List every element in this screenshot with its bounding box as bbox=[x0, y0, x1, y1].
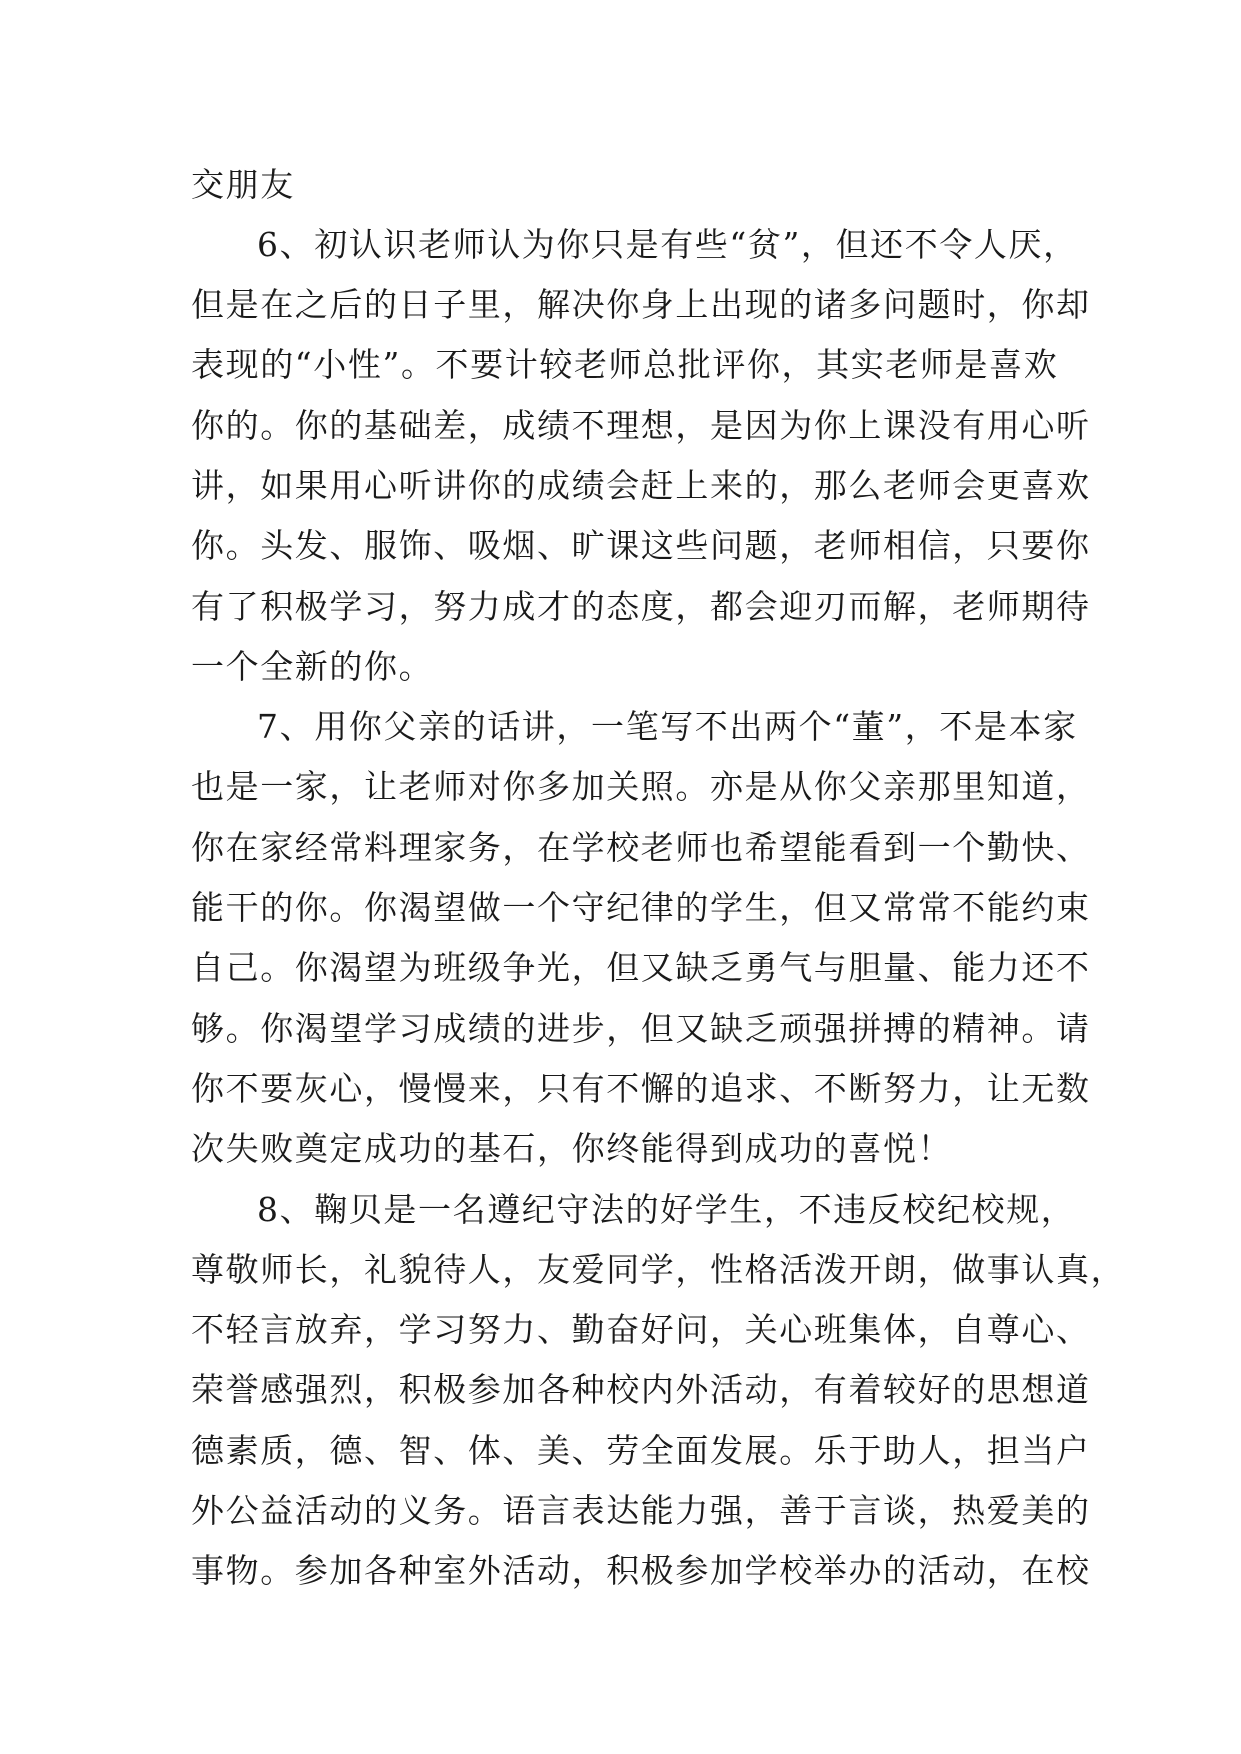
text-line: 你。头发、服饰、吸烟、旷课这些问题，老师相信，只要你 bbox=[191, 526, 1091, 565]
text-line: 自己。你渴望为班级争光，但又缺乏勇气与胆量、能力还不 bbox=[191, 948, 1091, 987]
text-line: 一个全新的你。 bbox=[191, 647, 434, 686]
paragraph-7-first-line: 7、用你父亲的话讲，一笔写不出两个“董”，不是本家 bbox=[257, 707, 1078, 746]
text-line: 你在家经常料理家务，在学校老师也希望能看到一个勤快、 bbox=[191, 828, 1091, 867]
paragraph-6-first-line: 6、初认识老师认为你只是有些“贫”，但还不令人厌， bbox=[257, 225, 1078, 264]
text-line: 荣誉感强烈，积极参加各种校内外活动，有着较好的思想道 bbox=[191, 1370, 1091, 1409]
text-line: 表现的“小性”。不要计较老师总批评你，其实老师是喜欢 bbox=[191, 345, 1059, 384]
text-line: 有了积极学习，努力成才的态度，都会迎刃而解，老师期待 bbox=[191, 587, 1091, 626]
text-line: 尊敬师长，礼貌待人，友爱同学，性格活泼开朗，做事认真， bbox=[191, 1250, 1126, 1289]
text-line: 不轻言放弃，学习努力、勤奋好问，关心班集体，自尊心、 bbox=[191, 1310, 1091, 1349]
text-line: 你的。你的基础差，成绩不理想，是因为你上课没有用心听 bbox=[191, 406, 1091, 445]
text-line: 能干的你。你渴望做一个守纪律的学生，但又常常不能约束 bbox=[191, 888, 1091, 927]
text-line: 讲，如果用心听讲你的成绩会赶上来的，那么老师会更喜欢 bbox=[191, 466, 1091, 505]
paragraph-8-first-line: 8、鞠贝是一名遵纪守法的好学生，不违反校纪校规， bbox=[257, 1190, 1076, 1229]
text-line: 交朋友 bbox=[191, 165, 295, 204]
text-line: 事物。参加各种室外活动，积极参加学校举办的活动，在校 bbox=[191, 1551, 1091, 1590]
text-line: 够。你渴望学习成绩的进步，但又缺乏顽强拼搏的精神。请 bbox=[191, 1009, 1091, 1048]
text-line: 次失败奠定成功的基石，你终能得到成功的喜悦！ bbox=[191, 1129, 953, 1168]
text-line: 但是在之后的日子里，解决你身上出现的诸多问题时，你却 bbox=[191, 285, 1091, 324]
text-line: 德素质，德、智、体、美、劳全面发展。乐于助人，担当户 bbox=[191, 1431, 1091, 1470]
text-line: 你不要灰心，慢慢来，只有不懈的追求、不断努力，让无数 bbox=[191, 1069, 1091, 1108]
text-line: 也是一家，让老师对你多加关照。亦是从你父亲那里知道， bbox=[191, 767, 1091, 806]
text-line: 外公益活动的义务。语言表达能力强，善于言谈，热爱美的 bbox=[191, 1491, 1091, 1530]
